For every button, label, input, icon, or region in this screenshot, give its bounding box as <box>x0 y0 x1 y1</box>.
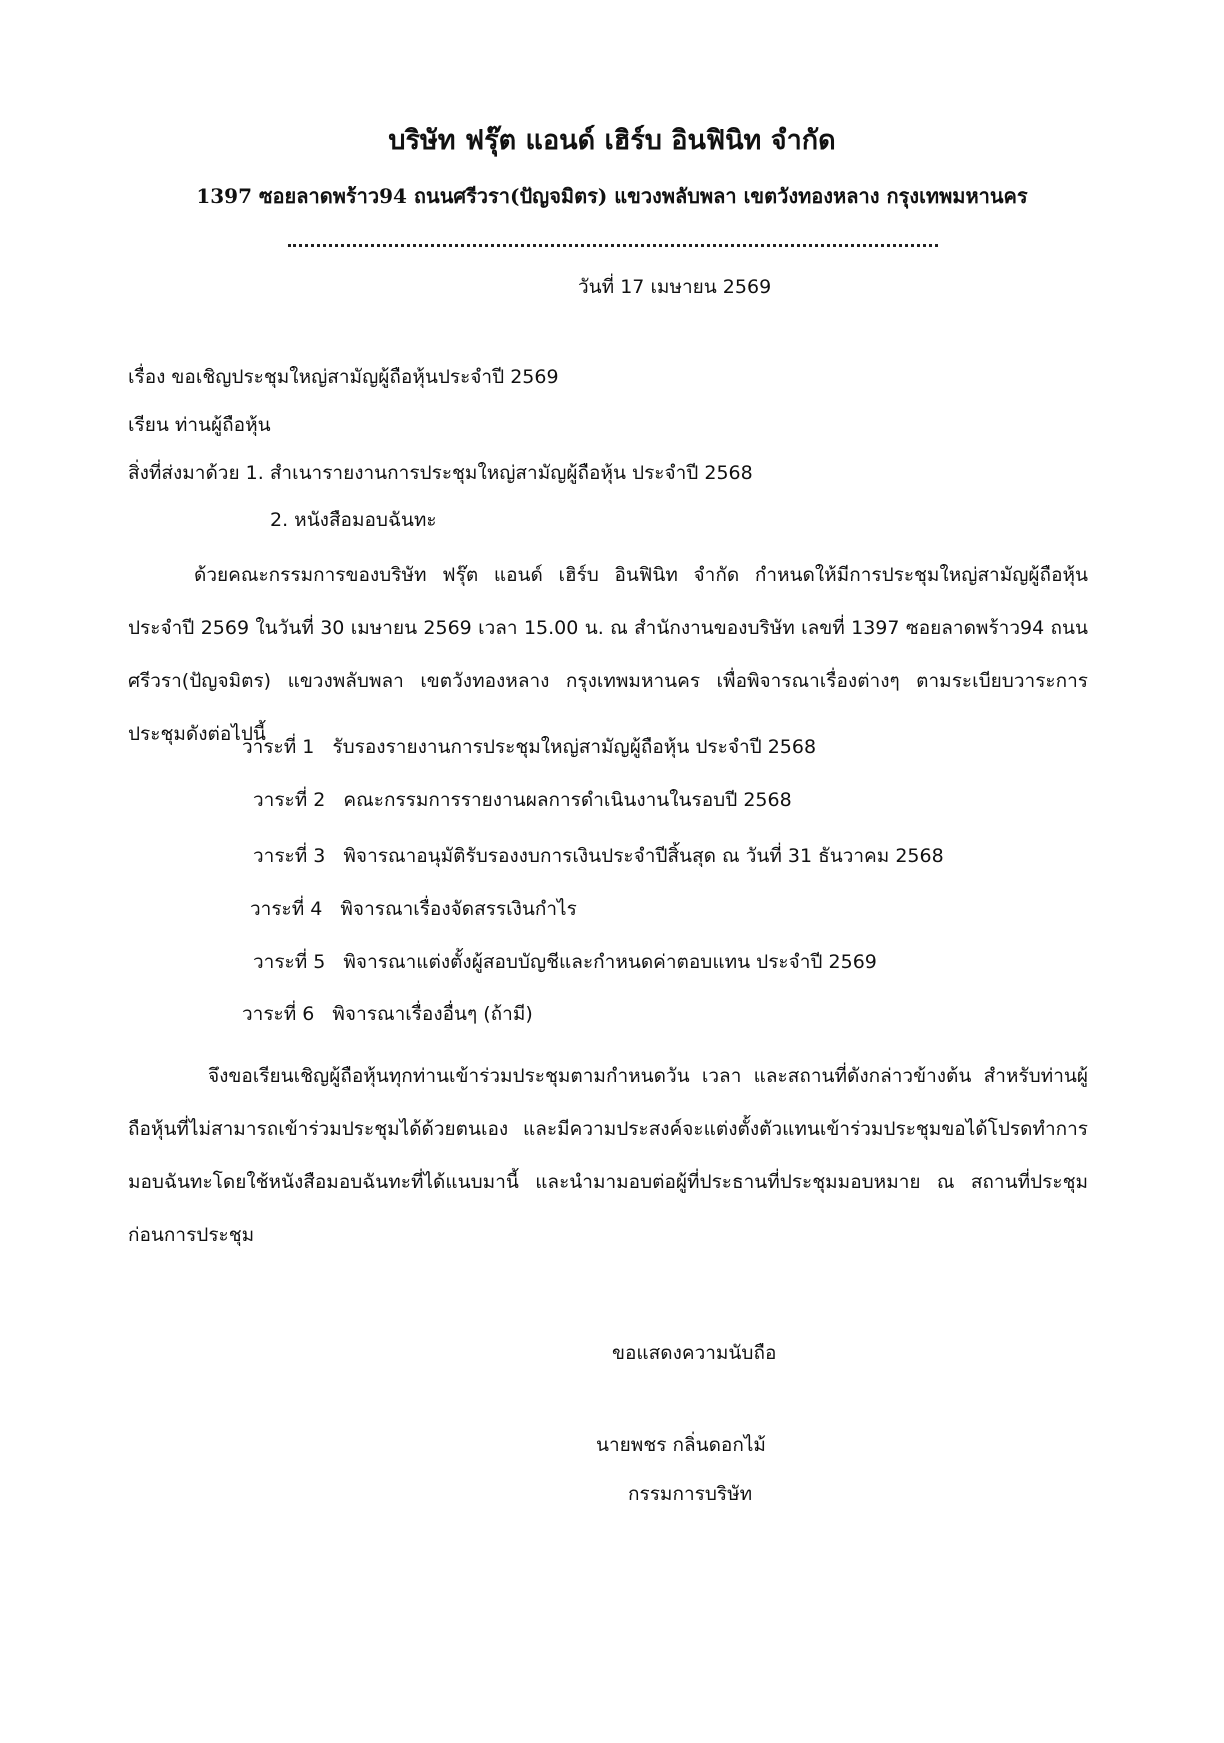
company-name: บริษัท ฟรุ๊ต แอนด์ เฮิร์บ อินฟินิท จำกัด <box>388 125 836 156</box>
letter-subject: เรื่อง ขอเชิญประชุมใหญ่สามัญผู้ถือหุ้นประจำปี 2569 <box>128 366 559 388</box>
agenda-text: พิจารณาแต่งตั้งผู้สอบบัญชีและกำหนดค่าตอบแทน ประจำปี 2569 <box>343 951 877 973</box>
letter-date: วันที่ 17 เมษายน 2569 <box>578 276 772 298</box>
signer-name: นายพชร กลิ่นดอกไม้ <box>596 1434 766 1456</box>
company-address: 1397 ซอยลาดพร้าว94 ถนนศรีวรา(ปัญจมิตร) แขวงพลับพลา เขตวังทองหลาง กรุงเทพมหานคร <box>196 184 1028 208</box>
agenda-item <box>250 896 577 922</box>
agenda-item <box>242 1001 533 1027</box>
agenda-item <box>253 787 792 813</box>
agenda-item <box>253 949 877 975</box>
enclosure-item-1: สิ่งที่ส่งมาด้วย 1. สำเนารายงานการประชุมใหญ่สามัญผู้ถือหุ้น ประจำปี 2568 <box>128 462 753 484</box>
letter-salutation: เรียน ท่านผู้ถือหุ้น <box>128 414 271 436</box>
agenda-number: วาระที่ 2 <box>253 789 326 811</box>
agenda-text: พิจารณาเรื่องจัดสรรเงินกำไร <box>340 898 577 920</box>
signer-title: กรรมการบริษัท <box>628 1483 753 1505</box>
dotted-separator <box>288 244 938 247</box>
body-paragraph-proxy: จึงขอเรียนเชิญผู้ถือหุ้นทุกท่านเข้าร่วมประชุมตามกำหนดวัน เวลา และสถานที่ดังกล่าวข้างต้น สำหรับท่านผู้ถือหุ้นที่ไม่สามารถเข้าร่วมประชุมได้ด้วยตนเอง และมีความประสงค์จะแต่งตั้งตัวแทนเข้าร่วมประชุมขอได้โปรดทำการมอบฉันทะโดยใช้หนังสือมอบฉันทะที่ได้แนบมานี้ และนำมามอบต่อผู้ที่ประธานที่ประชุมมอบหมาย ณ สถานที่ประชุมก่อนการประชุม <box>128 1065 1088 1246</box>
agenda-number: วาระที่ 6 <box>242 1003 315 1025</box>
agenda-text: คณะกรรมการรายงานผลการดำเนินงานในรอบปี 2568 <box>343 789 792 811</box>
body-paragraph-invitation: ด้วยคณะกรรมการของบริษัท ฟรุ๊ต แอนด์ เฮิร์บ อินฟินิท จำกัด กำหนดให้มีการประชุมใหญ่สามัญผู้ถือหุ้น ประจำปี 2569 ในวันที่ 30 เมษายน 2569 เวลา 15.00 น. ณ สำนักงานของบริษัท เลขที่ 1397 ซอยลาดพร้าว94 ถนนศรีวรา(ปัญจมิตร) แขวงพลับพลา เขตวังทองหลาง กรุงเทพมหานคร เพื่อพิจารณาเรื่องต่างๆ ตามระเบียบวาระการประชุมดังต่อไปนี้ <box>128 564 1088 745</box>
closing-phrase: ขอแสดงความนับถือ <box>612 1342 777 1364</box>
agenda-number: วาระที่ 5 <box>253 951 326 973</box>
agenda-text: พิจารณาเรื่องอื่นๆ (ถ้ามี) <box>332 1003 533 1025</box>
agenda-number: วาระที่ 1 <box>242 736 315 758</box>
agenda-item <box>253 843 944 869</box>
agenda-text: รับรองรายงานการประชุมใหญ่สามัญผู้ถือหุ้น ประจำปี 2568 <box>332 736 817 758</box>
agenda-text: พิจารณาอนุมัติรับรองงบการเงินประจำปีสิ้นสุด ณ วันที่ 31 ธันวาคม 2568 <box>343 845 944 867</box>
agenda-number: วาระที่ 3 <box>253 845 326 867</box>
enclosure-item-2: 2. หนังสือมอบฉันทะ <box>270 509 437 531</box>
agenda-item <box>242 734 816 760</box>
agenda-number: วาระที่ 4 <box>250 898 323 920</box>
